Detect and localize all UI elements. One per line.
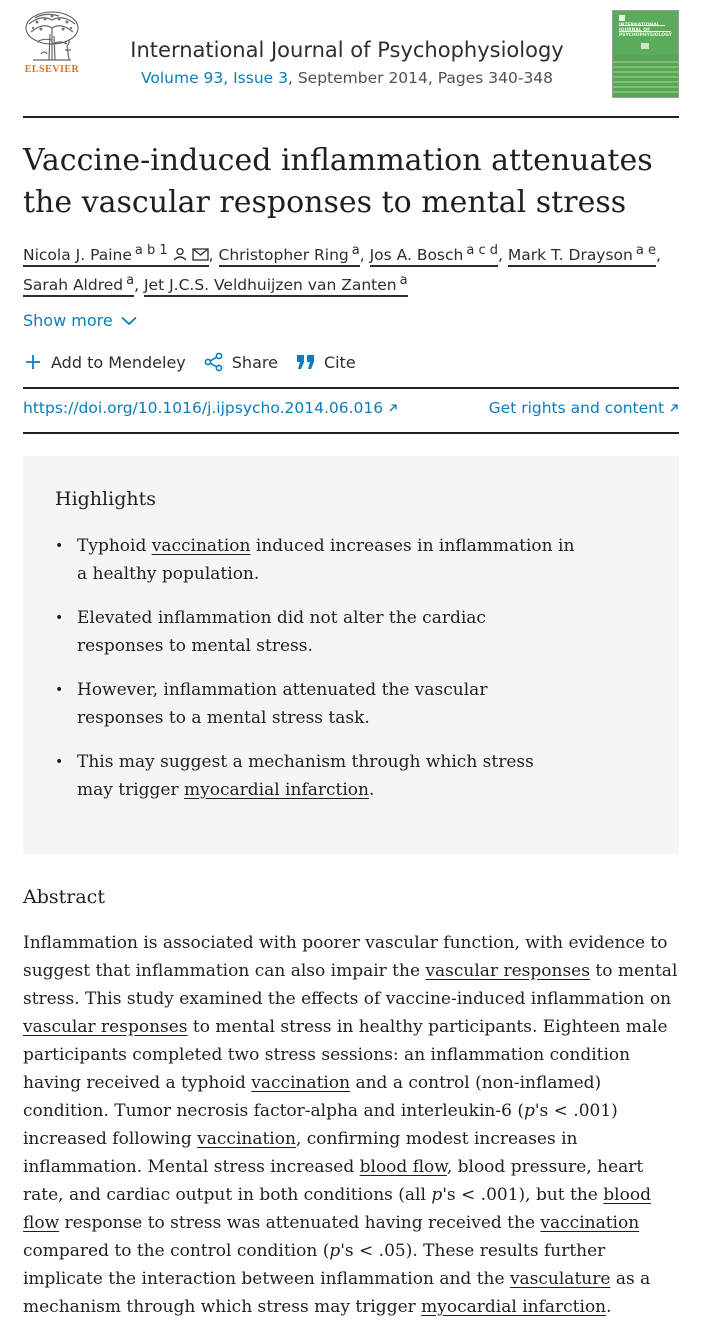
cite-label: Cite bbox=[323, 352, 356, 372]
get-rights-link[interactable]: Get rights and content bbox=[489, 399, 679, 417]
author-affiliations: a bbox=[399, 273, 408, 288]
share-label: Share bbox=[231, 352, 278, 372]
share-button[interactable] bbox=[204, 352, 278, 372]
plus-icon bbox=[23, 352, 43, 372]
author-separator: , bbox=[208, 246, 214, 264]
journal-cover-image[interactable] bbox=[612, 10, 679, 98]
highlight-item: • This may suggest a mechanism through which stress may trigger myocardial infarction. bbox=[55, 748, 575, 804]
highlights-section bbox=[23, 456, 679, 854]
abstract-text: Inflammation is associated with poorer vascular function, with evidence to suggest that inflammation can also impair the vascular responses to mental stress. This study examined the effects of vaccine-induced inflammation on vascular responses to mental stress in healthy participants. Eighteen male participants completed two stress sessions: an inflammation condition having received a typhoid vaccination and a control (non-inflamed) condition. Tumor necrosis factor-alpha and interleukin-6 (p's < .001) increased following vaccination, confirming modest increases in inflammation. Mental stress increased blood flow, blood pressure, heart rate, and cardiac output in both conditions (all p's < .001), but the blood flow response to stress was attenuated having received the vaccination compared to the control condition (p's < .05). These results further implicate the interaction between inflammation and the vasculature as a mechanism through which stress may trigger myocardial infarction. bbox=[23, 933, 678, 1317]
abstract-heading: Abstract bbox=[23, 886, 105, 908]
term-link[interactable]: vasculature bbox=[509, 1269, 611, 1289]
author-link[interactable]: Jet J.C.S. Veldhuijzen van Zanten $^a$ bbox=[144, 276, 408, 297]
author-link[interactable]: Nicola J. Paine $^{a b 1}$ bbox=[23, 246, 209, 267]
elsevier-wordmark: ELSEVIER bbox=[24, 64, 80, 75]
highlights-heading: Highlights bbox=[55, 488, 156, 510]
journal-title[interactable]: International Journal of Psychophysiology bbox=[130, 38, 564, 62]
term-link[interactable]: vaccination bbox=[197, 1129, 296, 1149]
show-more-button[interactable] bbox=[23, 311, 137, 330]
cover-title: INTERNATIONAL JOURNAL OF PSYCHOPHYSIOLOGY bbox=[619, 23, 672, 38]
term-link[interactable]: blood flow bbox=[359, 1157, 447, 1177]
author-separator: , bbox=[359, 246, 365, 264]
issue-info bbox=[100, 69, 594, 87]
issue-date-pages: , September 2014, Pages 340-348 bbox=[287, 69, 554, 87]
journal-header bbox=[0, 0, 702, 118]
p-symbol: p bbox=[431, 1185, 443, 1205]
person-icon bbox=[172, 247, 188, 261]
chevron-down-icon bbox=[121, 316, 137, 326]
term-link[interactable]: vaccination bbox=[151, 536, 251, 556]
highlight-item: • However, inflammation attenuated the vascular responses to a mental stress task. bbox=[55, 676, 575, 732]
term-link[interactable]: vascular responses bbox=[425, 961, 590, 981]
quote-icon bbox=[296, 353, 316, 371]
author-affiliations: a e bbox=[635, 243, 656, 258]
author-separator: , bbox=[655, 246, 661, 264]
author-link[interactable]: Jos A. Bosch $^{a c d}$ bbox=[370, 246, 498, 267]
doi-link[interactable]: https://doi.org/10.1016/j.ijpsycho.2014.06.016 bbox=[23, 399, 398, 417]
term-link[interactable]: myocardial infarction bbox=[421, 1297, 607, 1317]
term-link[interactable]: blood flow bbox=[23, 1185, 651, 1233]
author-link[interactable]: Christopher Ring $^a$ bbox=[219, 246, 360, 267]
add-to-mendeley-button[interactable] bbox=[23, 352, 186, 372]
cite-button[interactable] bbox=[296, 353, 356, 372]
highlight-item: • Elevated inflammation did not alter the cardiac responses to mental stress. bbox=[55, 604, 575, 660]
article-toolbar bbox=[23, 352, 356, 372]
term-link[interactable]: vascular responses bbox=[23, 1017, 188, 1037]
author-affiliations: a c d bbox=[466, 243, 498, 258]
highlights-list bbox=[55, 532, 575, 820]
share-icon bbox=[204, 352, 224, 372]
elsevier-tree-icon bbox=[23, 10, 81, 66]
highlight-item: • Typhoid vaccination induced increases in inflammation in a healthy population. bbox=[55, 532, 575, 588]
term-link[interactable]: vaccination bbox=[540, 1213, 640, 1233]
author-link[interactable]: Mark T. Drayson $^{a e}$ bbox=[508, 246, 656, 267]
term-link[interactable]: myocardial infarction bbox=[184, 780, 369, 800]
author-separator: , bbox=[134, 276, 140, 294]
author-link[interactable]: Sarah Aldred $^a$ bbox=[23, 276, 134, 297]
header-divider bbox=[23, 116, 679, 118]
p-symbol: p bbox=[523, 1101, 535, 1121]
issue-link[interactable]: Volume 93, Issue 3 bbox=[140, 69, 288, 87]
author-affiliations: a b 1 bbox=[134, 243, 168, 258]
author-separator: , bbox=[498, 246, 503, 264]
article-title: Vaccine-induced inflammation attenuates the vascular responses to mental stress bbox=[23, 143, 653, 220]
term-link[interactable]: vaccination bbox=[251, 1073, 351, 1093]
show-more-label: Show more bbox=[23, 311, 113, 330]
envelope-icon bbox=[192, 248, 209, 261]
author-affiliations: a bbox=[126, 273, 135, 288]
mendeley-label: Add to Mendeley bbox=[51, 352, 186, 372]
external-link-icon bbox=[388, 403, 398, 413]
author-list bbox=[23, 238, 679, 298]
external-link-icon bbox=[669, 403, 679, 413]
p-symbol: p bbox=[329, 1241, 341, 1261]
author-affiliations: a bbox=[351, 243, 360, 258]
doi-bar bbox=[23, 387, 679, 434]
